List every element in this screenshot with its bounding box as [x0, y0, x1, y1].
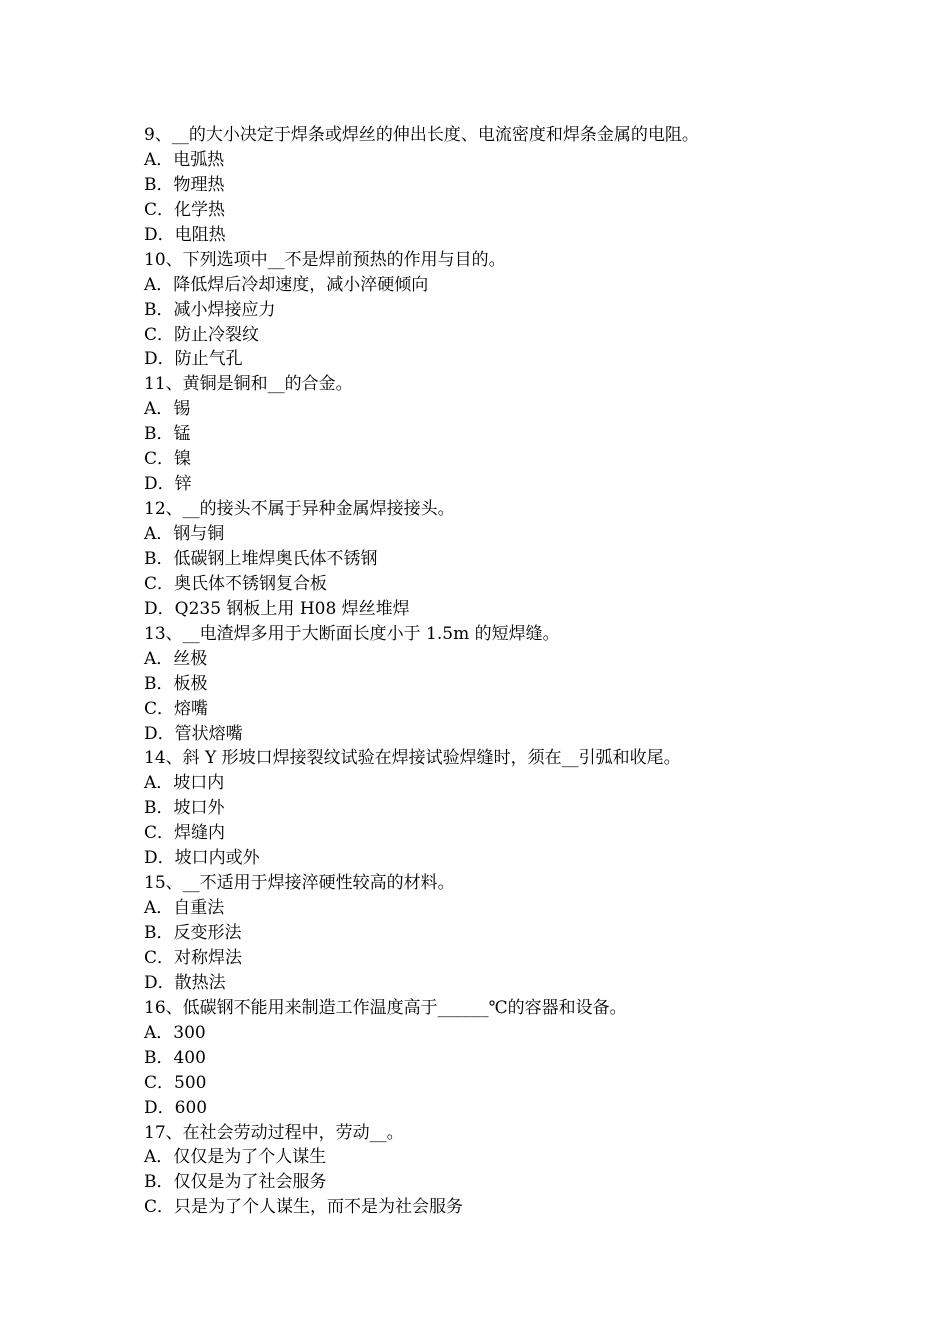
- question-stem: 13、__电渣焊多用于大断面长度小于 1.5m 的短焊缝。: [144, 623, 560, 644]
- option-a: A．电弧热: [144, 149, 225, 170]
- option-c: C．化学热: [144, 199, 226, 220]
- option-d: D．防止气孔: [144, 349, 243, 370]
- question-13: [144, 622, 844, 747]
- option-b: B．板极: [144, 673, 208, 694]
- option-b: B．400: [144, 1047, 206, 1068]
- option-c: C．奥氏体不锈钢复合板: [144, 573, 328, 594]
- document-body: [144, 123, 844, 1220]
- option-a: A．降低焊后冷却速度，减小淬硬倾向: [144, 274, 429, 295]
- option-a: A．钢与铜: [144, 524, 225, 544]
- option-d: D．管状熔嘴: [144, 723, 243, 744]
- option-c: C．对称焊法: [144, 947, 243, 968]
- option-b: B．减小焊接应力: [144, 299, 276, 320]
- option-b: B．物理热: [144, 174, 225, 195]
- option-a: A．仅仅是为了个人谋生: [144, 1147, 327, 1168]
- option-d: D．Q235 钢板上用 H08 焊丝堆焊: [144, 598, 410, 619]
- option-a: A．锡: [144, 399, 191, 420]
- option-c: C．防止冷裂纹: [144, 324, 260, 345]
- question-stem: 14、斜 Y 形坡口焊接裂纹试验在焊接试验焊缝时，须在__引弧和收尾。: [144, 748, 681, 769]
- question-10: [144, 248, 844, 373]
- question-stem: 12、__的接头不属于异种金属焊接接头。: [144, 499, 455, 520]
- option-a: A．坡口内: [144, 773, 225, 794]
- option-a: A．300: [144, 1022, 206, 1043]
- question-stem: 11、黄铜是铜和__的合金。: [144, 374, 353, 395]
- option-a: A．自重法: [144, 898, 225, 919]
- question-12: [144, 497, 844, 622]
- option-b: B．低碳钢上堆焊奥氏体不锈钢: [144, 548, 378, 569]
- question-11: [144, 372, 844, 497]
- question-9: [144, 123, 844, 248]
- question-stem: 9、__的大小决定于焊条或焊丝的伸出长度、电流密度和焊条金属的电阻。: [144, 125, 699, 145]
- option-d: D．600: [144, 1097, 208, 1118]
- option-d: D．锌: [144, 474, 192, 495]
- option-c: C．焊缝内: [144, 823, 226, 844]
- question-14: [144, 746, 844, 871]
- question-stem: 15、__不适用于焊接淬硬性较高的材料。: [144, 873, 455, 894]
- option-c: C．镍: [144, 449, 192, 470]
- question-stem: 17、在社会劳动过程中，劳动__。: [144, 1122, 404, 1143]
- question-17: [144, 1121, 844, 1221]
- question-15: [144, 871, 844, 996]
- option-b: B．仅仅是为了社会服务: [144, 1172, 327, 1193]
- option-a: A．丝极: [144, 648, 208, 669]
- question-stem: 16、低碳钢不能用来制造工作温度高于______℃的容器和设备。: [144, 997, 627, 1018]
- option-b: B．反变形法: [144, 923, 242, 943]
- question-stem: 10、下列选项中__不是焊前预热的作用与目的。: [144, 249, 506, 270]
- option-d: D．散热法: [144, 972, 226, 993]
- option-c: C．500: [144, 1072, 207, 1093]
- option-b: B．坡口外: [144, 798, 225, 819]
- option-b: B．锰: [144, 424, 191, 445]
- option-c: C．熔嘴: [144, 698, 209, 719]
- option-d: D．电阻热: [144, 224, 226, 245]
- question-16: [144, 996, 844, 1121]
- option-c: C．只是为了个人谋生，而不是为社会服务: [144, 1197, 464, 1218]
- option-d: D．坡口内或外: [144, 848, 260, 869]
